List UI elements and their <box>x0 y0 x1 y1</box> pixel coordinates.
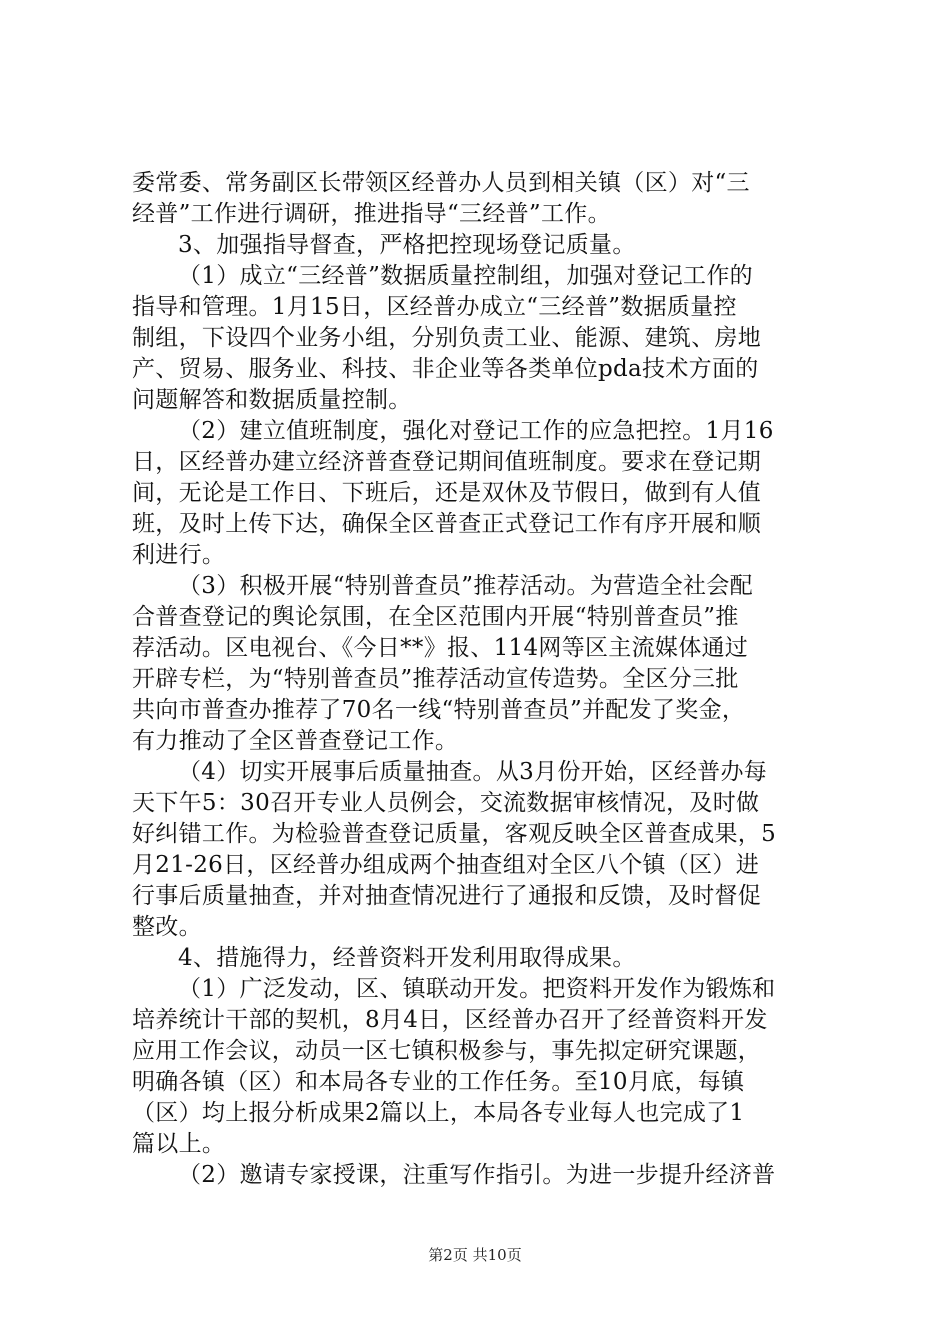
text-line: （2）邀请专家授课，注重写作指引。为进一步提升经济普 <box>178 1162 776 1188</box>
text-line: 经普”工作进行调研，推进指导“三经普”工作。 <box>132 201 611 227</box>
text-line: 明确各镇（区）和本局各专业的工作任务。至10月底，每镇 <box>132 1069 745 1095</box>
text-line: 指导和管理。1月15日，区经普办成立“三经普”数据质量控 <box>132 294 737 320</box>
text-line: （4）切实开展事后质量抽查。从3月份开始，区经普办每 <box>178 759 768 785</box>
text-line: （1）广泛发动，区、镇联动开发。把资料开发作为锻炼和 <box>178 976 776 1002</box>
text-line: 日，区经普办建立经济普查登记期间值班制度。要求在登记期 <box>132 449 762 475</box>
text-line: 好纠错工作。为检验普查登记质量，客观反映全区普查成果，5 <box>132 821 777 847</box>
text-line: （2）建立值班制度，强化对登记工作的应急把控。1月16 <box>178 418 774 444</box>
text-line: 荐活动。区电视台、《今日**》报、114网等区主流媒体通过 <box>132 635 749 661</box>
text-line: 培养统计干部的契机，8月4日，区经普办召开了经普资料开发 <box>132 1007 768 1033</box>
section-heading: 3、加强指导督查，严格把控现场登记质量。 <box>178 232 636 258</box>
page-footer: 第2页 共10页 <box>428 1246 522 1264</box>
text-line: 利进行。 <box>132 542 226 568</box>
text-line: 开辟专栏，为“特别普查员”推荐活动宣传造势。全区分三批 <box>132 666 739 692</box>
text-line: 制组，下设四个业务小组，分别负责工业、能源、建筑、房地 <box>132 325 762 351</box>
text-line: 篇以上。 <box>132 1131 226 1157</box>
text-line: 月21-26日，区经普办组成两个抽查组对全区八个镇（区）进 <box>132 852 760 878</box>
text-line: （1）成立“三经普”数据质量控制组，加强对登记工作的 <box>178 263 753 289</box>
text-line: 委常委、常务副区长带领区经普办人员到相关镇（区）对“三 <box>132 170 750 196</box>
document-body <box>132 168 832 1191</box>
text-line: 整改。 <box>132 914 202 940</box>
text-line: 合普查登记的舆论氛围，在全区范围内开展“特别普查员”推 <box>132 604 739 630</box>
text-line: 行事后质量抽查，并对抽查情况进行了通报和反馈，及时督促 <box>132 883 762 909</box>
section-heading: 4、措施得力，经普资料开发利用取得成果。 <box>178 945 636 971</box>
text-line: 天下午5：30召开专业人员例会，交流数据审核情况，及时做 <box>132 790 760 816</box>
text-line: （区）均上报分析成果2篇以上，本局各专业每人也完成了1 <box>132 1100 745 1126</box>
text-line: 应用工作会议，动员一区七镇积极参与，事先拟定研究课题， <box>132 1038 762 1064</box>
text-line: 问题解答和数据质量控制。 <box>132 387 412 413</box>
text-line: 有力推动了全区普查登记工作。 <box>132 728 459 754</box>
text-line: （3）积极开展“特别普查员”推荐活动。为营造全社会配 <box>178 573 753 599</box>
text-line: 间，无论是工作日、下班后，还是双休及节假日，做到有人值 <box>132 480 762 506</box>
text-line: 产、贸易、服务业、科技、非企业等各类单位pda技术方面的 <box>132 356 759 382</box>
text-line: 共向市普查办推荐了70名一线“特别普查员”并配发了奖金， <box>132 697 746 723</box>
text-line: 班，及时上传下达，确保全区普查正式登记工作有序开展和顺 <box>132 511 762 537</box>
